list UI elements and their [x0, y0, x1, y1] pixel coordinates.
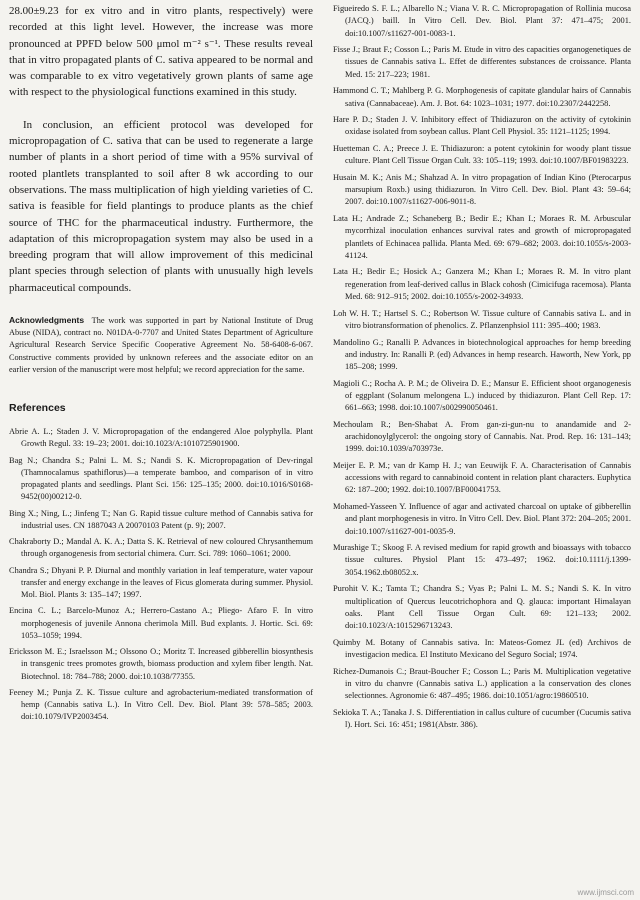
references-heading: References	[9, 402, 66, 415]
reference-entry: Bag N.; Chandra S.; Palni L. M. S.; Nandi S. K. Micropropagation of Dev-ringal (Thamnocalamus spathiflorus)—a temperate bamboo, and comparison of in vitro propagated plants and seedlings. Plant Sci. 156: 125–135; 2000. doi:10.1016/S0168-9452(00)00212-0.	[9, 455, 313, 502]
reference-entry: Husain M. K.; Anis M.; Shahzad A. In vitro propagation of Indian Kino (Pterocarpus marsupium Roxb.) using thidiazuron. In Vitro Cell. Dev. Biol. Plant 43: 59–64; 2007. doi:10.1007/s11627-006-9011-8.	[333, 172, 631, 207]
reference-entry: Magioli C.; Rocha A. P. M.; de Oliveira D. E.; Mansur E. Efficient shoot organogenesis of eggplant (Solanum melongena L.) induced by thidiazuron. Plant Cell Rep. 17: 661–663; 1998. doi:10.1007/s002990050461.	[333, 378, 631, 413]
reference-entry: Fisse J.; Braut F.; Cosson L.; Paris M. Etude in vitro des capacities organogenetiques de tissues de Cannabis sativa L. Effet de differentes substances de croissance. Planta Med. 15: 217–223; 1981.	[333, 45, 631, 79]
reference-entry: Huetteman C. A.; Preece J. E. Thidiazuron: a potent cytokinin for woody plant tissue culture. Plant Cell Tissue Organ Cult. 33: 105–119; 1993. doi:10.1007/BF01983223.	[333, 144, 631, 166]
reference-entry: Meijer E. P. M.; van dr Kamp H. J.; van Eeuwijk F. A. Characterisation of Cannabis accessions with regard to cannabinoid content in relation plant characters. Euphytica 62: 187–200; 1992. doi:10.1007/BF00041753.	[333, 460, 631, 495]
left-column	[9, 3, 313, 728]
body-text	[9, 3, 313, 296]
watermark: www.ijmsci.com	[577, 888, 634, 897]
reference-entry: Lata H.; Bedir E.; Hosick A.; Ganzera M.; Khan I.; Moraes R. M. In vitro plant regeneration from leaf-derived callus in Black cohosh (Cimicifuga racemosa). Planta Med. 68: 912–915; 2002. doi:10.1055/s-2002-34933.	[333, 267, 631, 301]
reference-entry: Sekioka T. A.; Tanaka J. S. Differentiation in callus culture of cucumber (Cucumis sativa l). Hort. Sci. 16: 451; 1981(Abstr. 386).	[333, 707, 631, 730]
reference-entry: Richez-Dumanois C.; Braut-Boucher F.; Cosson L.; Paris M. Multiplication vegetative in vitro du chanvre (Cannabis sativa L.) application a la conservation des clones selectionnes. Agronomie 6: 487–495; 1986. doi:10.1051/agro:19860510.	[333, 666, 631, 701]
body-paragraph-1: 28.00±9.23 for ex vitro and in vitro plants, respectively) were recorded at this light level. However, the increase was more pronounced at PPFD below 500 μmol m⁻² s⁻¹. These results reveal that in vitro propagated plants of C. sativa appeared to be normal and was comparable to ex vitro vegetatively grown plants of same age with respect to the physiological functions examined in this study.	[9, 5, 313, 99]
reference-entry: Lata H.; Andrade Z.; Schaneberg B.; Bedir E.; Khan I.; Moraes R. M. Arbuscular mycorrhizal inoculation enhances survival rates and growth of micropropagated plantlets of Echinacea pallida. Planta Med. 69: 679–682; 2003. doi:10.1055/s-2003-41124.	[333, 214, 631, 260]
reference-entry: Purohit V. K.; Tamta T.; Chandra S.; Vyas P.; Palni L. M. S.; Nandi S. K. In vitro multiplication of Quercus leucotrichophora and Q. glauca: important Himalayan oaks. Plant Cell Tissue Organ Cult. 69: 121–133; 2002. doi:10.1023/A:1015296713243.	[333, 584, 631, 631]
acknowledgments-text: The work was supported in part by National Institute of Drug Abuse (NIDA), contract no. N01DA-0-7707 and United States Department of Agriculture Agricultural Research Service Specific Cooperative Agreement No. 58-6408-6-067. Constructive comments provided by unknown referees and the associate editor on an earlier version of the manuscript were most helpful; we record appreciation for the same.	[9, 316, 313, 374]
reference-entry: Mandolino G.; Ranalli P. Advances in biotechnological approaches for hemp breeding and industry. In: Ranalli P. (ed) Advances in hemp research. Haworth, New York, pp 185–208; 1999.	[333, 337, 631, 372]
reference-entry: Hammond C. T.; Mahlberg P. G. Morphogenesis of capitate glandular hairs of Cannabis sativa (Cannabaceae). Am. J. Bot. 64: 1023–1031; 1977. doi:10.2307/2442258.	[333, 86, 631, 108]
body-paragraph-2: In conclusion, an efficient protocol was developed for micropropagation of C. sativa that can be used to regenerate a large number of plants in a short period of time with a 95% survival of rooted plantlets transplanted to soil after 8 wk according to our observations. The mass multiplication of high yielding varieties of C. sativa is feasible for field plantings to produce plants as the chief source of THC for the pharmaceutical industry. Furthermore, the adaptation of this micropropagation system may also be used in a breeding program that will allow improvement of this medicinal plant species through selection of plants with unusually high levels pharmaceutical compounds.	[9, 118, 313, 294]
reference-entry: Bing X.; Ning, L.; Jinfeng T.; Nan G. Rapid tissue culture method of Cannabis sativa for industrial uses. CN 1887043 A 20070103 Patent (p. 9); 2007.	[9, 508, 313, 530]
reference-entry: Ericksson M. E.; Israelsson M.; Olssono O.; Moritz T. Increased gibberellin biosynthesis in transgenic trees promotes growth, biomass production and xylem fiber length. Nat. Biotechnol. 18: 784–788; 2000. doi:10.1038/77355.	[9, 647, 313, 681]
reference-entry: Feeney M.; Punja Z. K. Tissue culture and agrobacterium-mediated transformation of hemp (Cannabis sativa L.). In Vitro Cell. Dev. Biol. Plant 39: 578–585; 2003. doi:10.1079/IVP2003454.	[9, 687, 313, 722]
acknowledgments-heading: Acknowledgments	[9, 315, 85, 326]
reference-entry: Murashige T.; Skoog F. A revised medium for rapid growth and bioassays with tobacco tissue cultures. Physiol Plant 15: 473–497; 1962. doi:10.1111/j.1399-3054.1962.tb08052.x.	[333, 543, 631, 577]
reference-entry: Mohamed-Yasseen Y. Influence of agar and activated charcoal on uptake of gibberellin and plant morphogenesis in vitro. In Vitro Cell. Dev. Biol. Plant 372: 204–205; 2001. doi:10.1007/s11627-001-0035-9.	[333, 502, 631, 536]
reference-entry: Loh W. H. T.; Hartsel S. C.; Robertson W. Tissue culture of Cannabis sativa L. and in vitro biotransformation of phenolics. Z. Pflanzenphsiol 111: 395–400; 1983.	[333, 308, 631, 330]
reference-entry: Chandra S.; Dhyani P. P. Diurnal and monthly variation in leaf temperature, water vapour transfer and energy exchange in the leaves of Ficus glomerata during summer. Physiol. Mol. Biol. Plants 3: 135–147; 1997.	[9, 565, 313, 600]
reference-entry: Encina C. L.; Barcelo-Munoz A.; Herrero-Castano A.; Pliego- Afaro F. In vitro morphogenesis of juvenile Annona cherimola Mill. Bud explants. J. Hortic. Sci. 69: 1053–1059; 1994.	[9, 606, 313, 640]
reference-entry: Chakraborty D.; Mandal A. K. A.; Datta S. K. Retrieval of new coloured Chrysanthemum through organogenesis from sectorial chimera. Curr. Sci. 789: 1060–1061; 2000.	[9, 537, 313, 559]
reference-entry: Hare P. D.; Staden J. V. Inhibitory effect of Thidiazuron on the activity of cytokinin oxidase isolated from soybean callus. Plant Cell Physiol. 35: 1121–1125; 1994.	[333, 115, 631, 137]
reference-entry: Figueiredo S. F. L.; Albarello N.; Viana V. R. C. Micropropagation of Rollinia mucosa (JACQ.) baill. In Vitro Cell. Dev. Biol. Plant 37: 471–475; 2001. doi:10.1007/s11627-001-0083-1.	[333, 4, 631, 38]
reference-list-left	[9, 426, 313, 724]
reference-list-right	[333, 3, 631, 731]
reference-entry: Mechoulam R.; Ben-Shabat A. From gan-zi-gun-nu to anandamide and 2-arachidonoylglycerol: the ongoing story of Cannabis. Nat. Prod. Rep. 16: 131–143; 1999. doi:10.1039/a703973e.	[333, 419, 631, 454]
right-column	[333, 3, 631, 736]
reference-entry: Abrie A. L.; Staden J. V. Micropropagation of the endangered Aloe polyphylla. Plant Growth Regul. 33: 19–23; 2001. doi:10.1023/A:1010725901900.	[9, 427, 313, 449]
acknowledgments	[9, 314, 313, 376]
reference-entry: Quimby M. Botany of Cannabis sativa. In: Mateos-Gomez JL (ed) Archivos de investigacion medica. El Instituto Mexicano del Seguro Social; 1974.	[333, 637, 631, 659]
